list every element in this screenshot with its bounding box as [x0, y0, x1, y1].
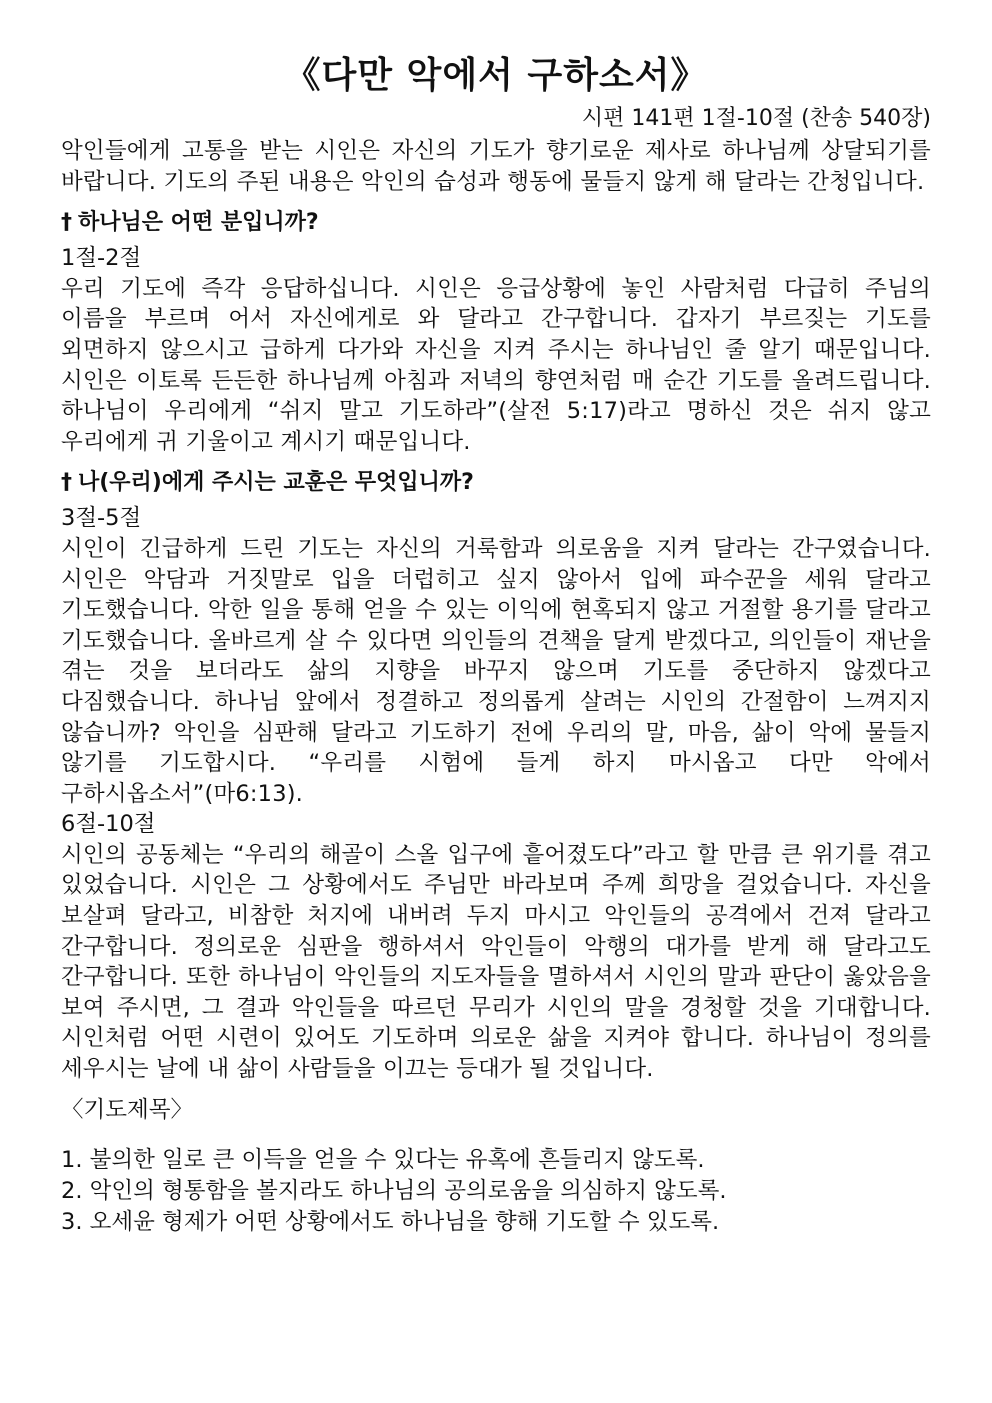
section-who-is-god	[61, 205, 931, 457]
section-heading-text: 나(우리)에게 주시는 교훈은 무엇입니까?	[78, 470, 474, 496]
document-title: 《다만 악에서 구하소서》	[284, 55, 708, 96]
prayer-item: 3. 오세윤 형제가 어떤 상황에서도 하나님을 향해 기도할 수 있도록.	[61, 1208, 720, 1235]
dagger-icon: †	[61, 470, 72, 496]
section-paragraph: 우리 기도에 즉각 응답하십니다. 시인은 응급상황에 놓인 사람처럼 다급히 주님의 이름을 부르며 어서 자신에게로 와 달라고 간구합니다. 갑자기 부르짖는 기도를 외면하지 않으시고 급하게 다가와 자신을 지켜 주시는 하나님인 줄 알기 때문입니다. 시인은 이토록 든든한 하나님께 아침과 저녁의 향연처럼 매 순간 기도를 올려드립니다. 하나님이 우리에게 “쉬지 말고 기도하라”(살전 5:17)라고 명하신 것은 쉬지 않고 우리에게 귀 기울이고 계시기 때문입니다.	[61, 275, 931, 455]
prayer-list	[61, 1145, 931, 1238]
verse-range: 6절-10절	[61, 811, 156, 838]
dagger-icon: †	[61, 210, 72, 236]
prayer-item: 1. 불의한 일로 큰 이득을 얻을 수 있다는 유혹에 흔들리지 않도록.	[61, 1146, 705, 1173]
section-lesson	[61, 465, 931, 1084]
document-page	[61, 50, 931, 1238]
section-paragraph: 시인이 긴급하게 드린 기도는 자신의 거룩함과 의로움을 지켜 달라는 간구였습니다. 시인은 악담과 거짓말로 입을 더럽히고 싶지 않아서 입에 파수꾼을 세워 달라고 기도했습니다. 악한 일을 통해 얻을 수 있는 이익에 현혹되지 않고 거절할 용기를 달라고 기도했습니다. 올바르게 살 수 있다면 의인들의 견책을 달게 받겠다고, 의인들이 재난을 겪는 것을 보더라도 삶의 지향을 바꾸지 않으며 기도를 중단하지 않겠다고 다짐했습니다. 하나님 앞에서 정결하고 정의롭게 살려는 시인의 간절함이 느껴지지 않습니까? 악인을 심판해 달라고 기도하기 전에 우리의 말, 마음, 삶이 악에 물들지 않기를 기도합시다. “우리를 시험에 들게 하지 마시옵고 다만 악에서 구하시옵소서”(마6:13).	[61, 535, 931, 807]
section-heading	[61, 465, 931, 501]
section-paragraph: 시인의 공동체는 “우리의 해골이 스올 입구에 흩어졌도다”라고 할 만큼 큰 위기를 겪고 있었습니다. 시인은 그 상황에서도 주님만 바라보며 주께 희망을 걸었습니다. 자신을 보살펴 달라고, 비참한 처지에 내버려 두지 마시고 악인들의 공격에서 건져 달라고 간구합니다. 정의로운 심판을 행하셔서 악인들이 악행의 대가를 받게 해 달라고도 간구합니다. 또한 하나님이 악인들의 지도자들을 멸하셔서 시인의 말과 판단이 옳았음을 보여 주시면, 그 결과 악인들을 따르던 무리가 시인의 말을 경청할 것을 기대합니다. 시인처럼 어떤 시련이 있어도 기도하며 의로운 삶을 지켜야 합니다. 하나님이 정의를 세우시는 날에 내 삶이 사람들을 이끄는 등대가 될 것입니다.	[61, 841, 931, 1083]
scripture-reference: 시편 141편 1절-10절 (찬송 540장)	[581, 106, 931, 131]
verse-range: 3절-5절	[61, 505, 142, 532]
intro-paragraph: 악인들에게 고통을 받는 시인은 자신의 기도가 향기로운 제사로 하나님께 상달되기를 바랍니다. 기도의 주된 내용은 악인의 습성과 행동에 물들지 않게 해 달라는 간청입니다.	[61, 138, 931, 195]
section-heading	[61, 205, 931, 241]
prayer-section	[61, 1093, 931, 1238]
section-heading-text: 하나님은 어떤 분입니까?	[78, 210, 319, 236]
prayer-item: 2. 악인의 형통함을 볼지라도 하나님의 공의로움을 의심하지 않도록.	[61, 1177, 727, 1204]
verse-range: 1절-2절	[61, 245, 142, 272]
prayer-title: 〈기도제목〉	[61, 1096, 193, 1123]
